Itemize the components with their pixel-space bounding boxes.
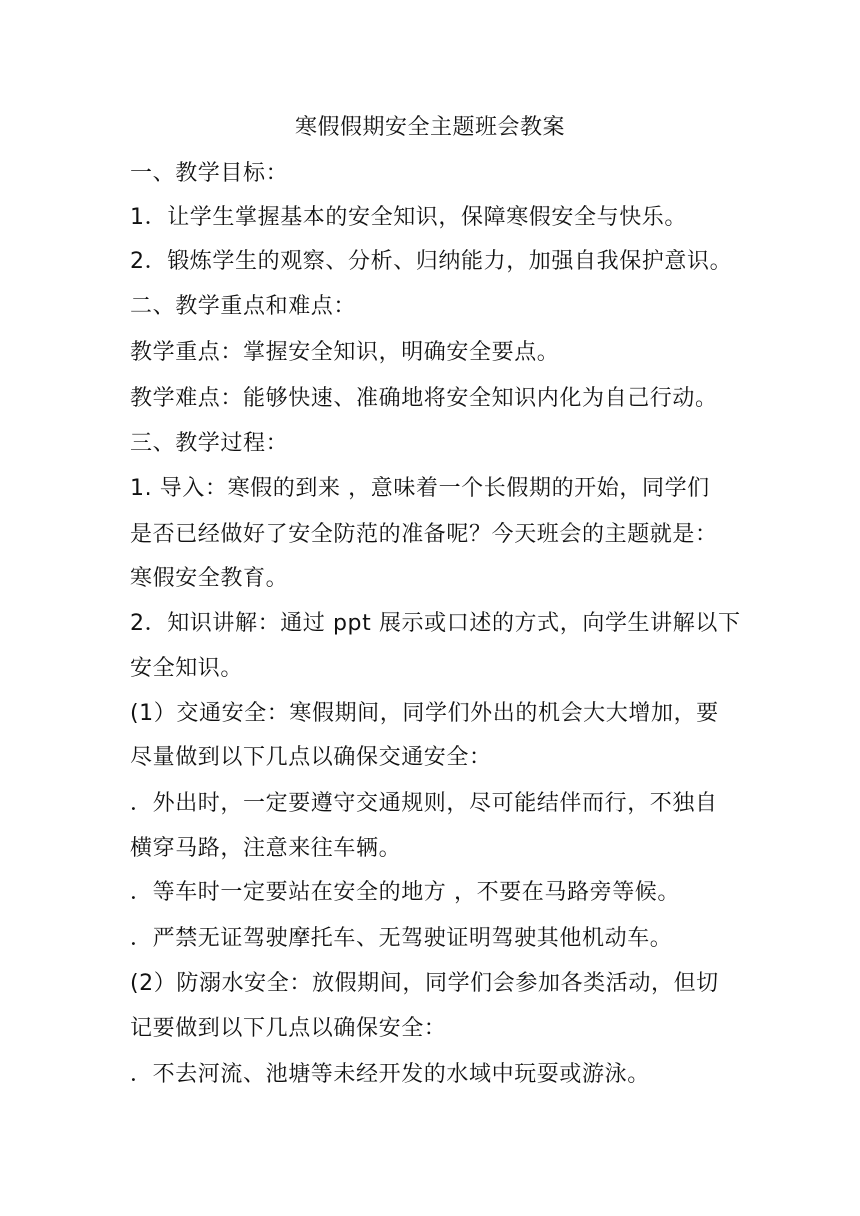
bullet-item: ．外出时，一定要遵守交通规则，尽可能结伴而行，不独自 bbox=[130, 791, 718, 816]
paragraph-line: (2）防溺水安全：放假期间，同学们会参加各类活动，但切 bbox=[130, 971, 719, 996]
key-point-text: 教学重点：掌握安全知识，明确安全要点。 bbox=[130, 340, 560, 365]
paragraph-line: 寒假安全教育。 bbox=[130, 566, 289, 591]
section-heading-objectives: 一、教学目标： bbox=[130, 161, 289, 186]
paragraph-line: 记要做到以下几点以确保安全： bbox=[130, 1016, 447, 1041]
objective-item-2: 2．锻炼学生的观察、分析、归纳能力，加强自我保护意识。 bbox=[130, 249, 733, 274]
document-title: 寒假假期安全主题班会教案 bbox=[294, 115, 565, 140]
paragraph-line: 1. 导入：寒假的到来 ，意味着一个长假期的开始，同学们 bbox=[130, 476, 710, 501]
bullet-item: ．等车时一定要站在安全的地方 ，不要在马路旁等候。 bbox=[130, 880, 680, 905]
paragraph-line: 2．知识讲解：通过 ppt 展示或口述的方式，向学生讲解以下 bbox=[130, 611, 741, 636]
objective-item-1: 1．让学生掌握基本的安全知识，保障寒假安全与快乐。 bbox=[130, 205, 687, 230]
paragraph-line: 安全知识。 bbox=[130, 656, 244, 681]
section-heading-key-points: 二、教学重点和难点： bbox=[130, 294, 357, 319]
paragraph-line: 尽量做到以下几点以确保交通安全： bbox=[130, 745, 492, 770]
bullet-item-continued: 横穿马路，注意来往车辆。 bbox=[130, 836, 402, 861]
paragraph-line: 是否已经做好了安全防范的准备呢？今天班会的主题就是： bbox=[130, 522, 718, 547]
bullet-item: ．严禁无证驾驶摩托车、无驾驶证明驾驶其他机动车。 bbox=[130, 926, 673, 951]
difficulty-text: 教学难点：能够快速、准确地将安全知识内化为自己行动。 bbox=[130, 386, 718, 411]
section-heading-process: 三、教学过程： bbox=[130, 431, 289, 456]
paragraph-line: (1）交通安全：寒假期间，同学们外出的机会大大增加，要 bbox=[130, 701, 719, 726]
bullet-item: ．不去河流、池塘等未经开发的水域中玩耍或游泳。 bbox=[130, 1062, 650, 1087]
